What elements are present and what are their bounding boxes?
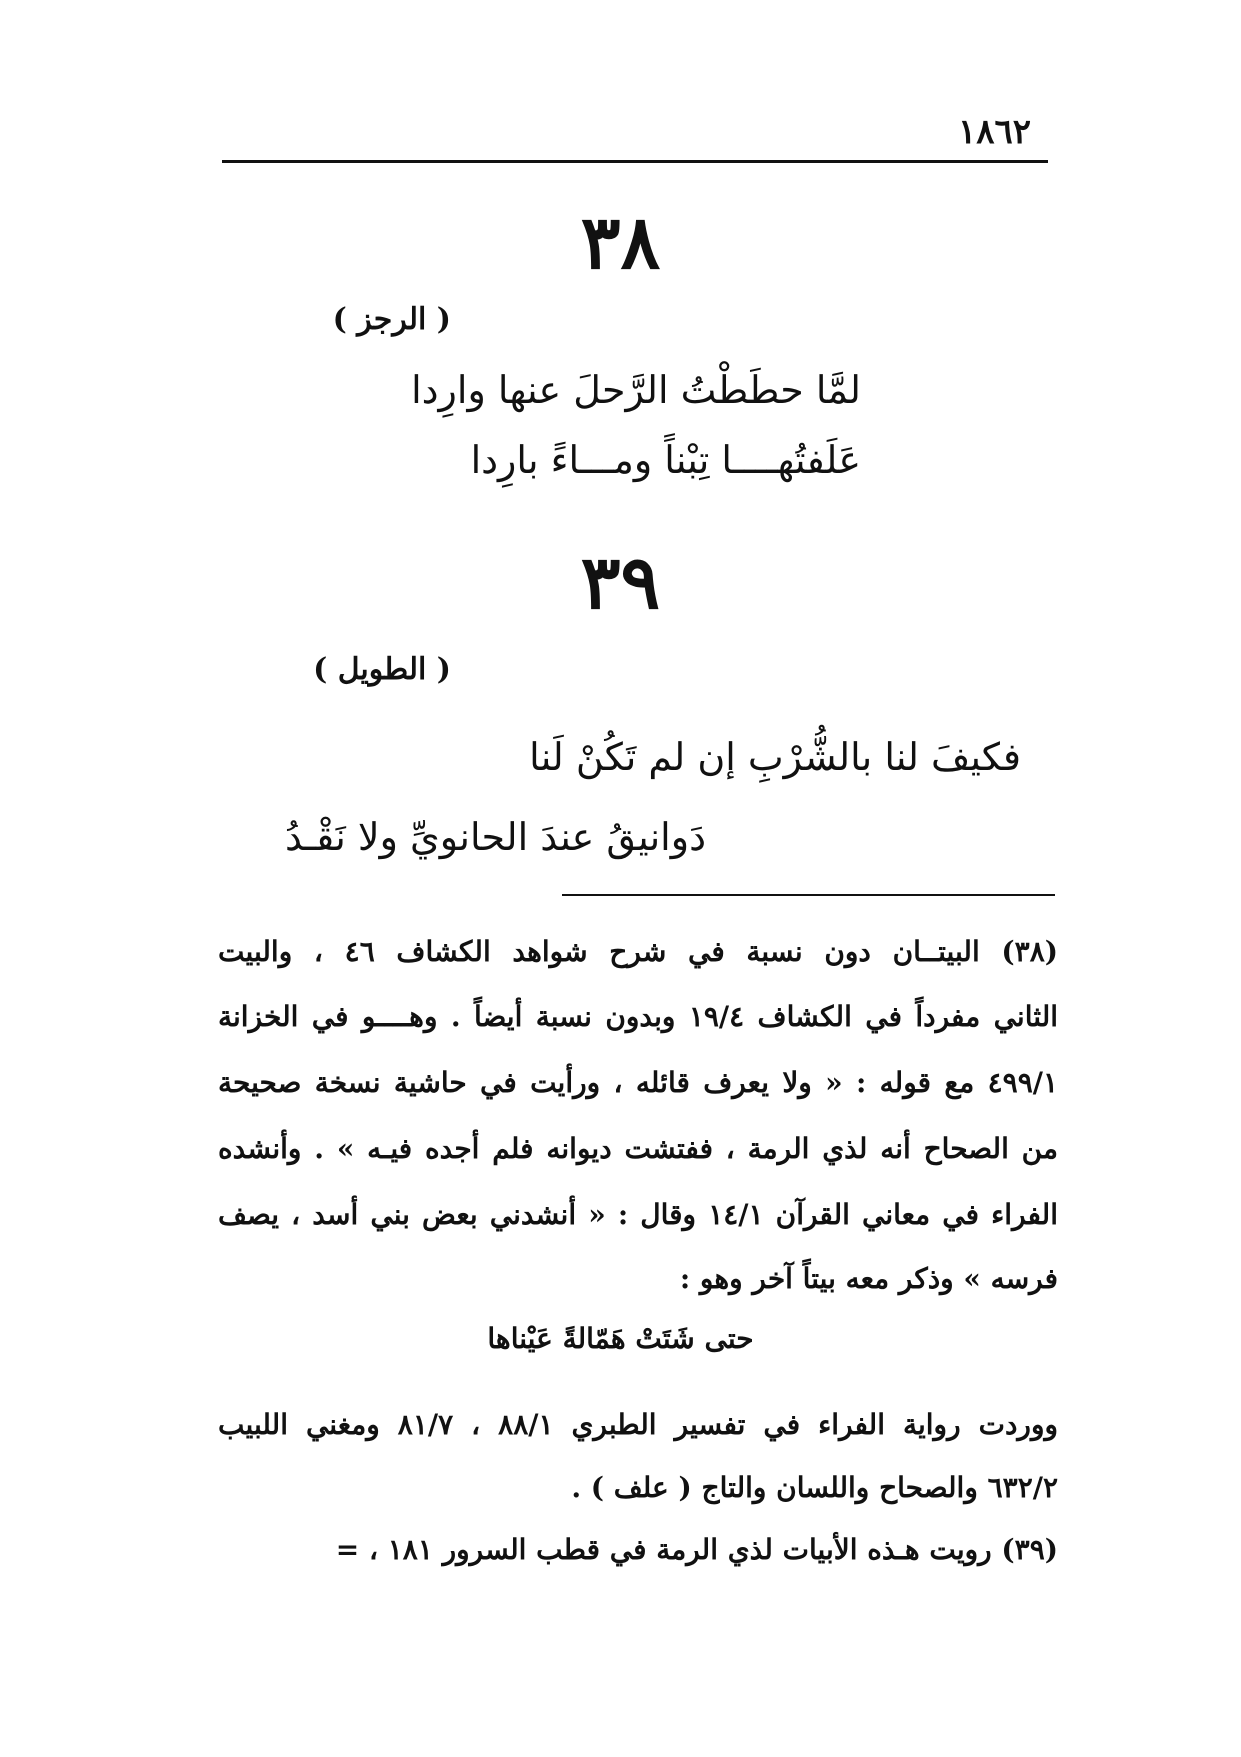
verse-line: عَلَفتُهــــا تِبْناً ومـــاءً بارِدا — [470, 438, 861, 482]
verse-line: فكيفَ لنا بالشُّرْبِ إن لم تَكُنْ لَنا — [529, 735, 1021, 779]
poem-number: ٣٨ — [580, 200, 661, 286]
poem-number: ٣٩ — [580, 540, 661, 626]
header-rule — [222, 160, 1048, 163]
poem-meter: ( الرجز ) — [332, 302, 451, 337]
footnote-line: (٣٨) البيتــان دون نسبة في شرح شواهد الكشاف ٤٦ ، والبيت — [218, 935, 1058, 968]
footnote-line: الفراء في معاني القرآن ١٤/١ وقال : « أنشدني بعض بني أسد ، يصف — [218, 1198, 1058, 1231]
footnote-quote: حتى شَتَتْ هَمّالةً عَيْناها — [487, 1322, 754, 1355]
footnote-rule — [562, 894, 1055, 896]
footnote-line: ٤٩٩/١ مع قوله : « ولا يعرف قائله ، ورأيت في حاشية نسخة صحيحة — [218, 1066, 1058, 1099]
footnote-line: فرسه » وذكر معه بيتاً آخر وهو : — [679, 1262, 1058, 1295]
verse-line: لمَّا حطَطْتُ الرَّحلَ عنها وارِدا — [411, 368, 861, 412]
footnote-line: ووردت رواية الفراء في تفسير الطبري ٨٨/١ ، ٨١/٧ ومغني اللبيب — [218, 1408, 1058, 1441]
footnote-line: من الصحاح أنه لذي الرمة ، ففتشت ديوانه فلم أجده فيـه » . وأنشده — [218, 1132, 1058, 1165]
footnote-line: الثاني مفرداً في الكشاف ١٩/٤ وبدون نسبة أيضاً . وهــــو في الخزانة — [218, 1000, 1058, 1033]
footnote-line: (٣٩) رويت هـذه الأبيات لذي الرمة في قطب السرور ١٨١ ، = — [335, 1533, 1058, 1566]
verse-line: دَوانيقُ عندَ الحانويِّ ولا نَقْـدُ — [284, 815, 706, 859]
poem-meter: ( الطويل ) — [313, 652, 451, 687]
footnote-line: ٦٣٢/٢ والصحاح واللسان والتاج ( علف ) . — [571, 1471, 1058, 1504]
page-number: ١٨٦٢ — [957, 112, 1031, 152]
